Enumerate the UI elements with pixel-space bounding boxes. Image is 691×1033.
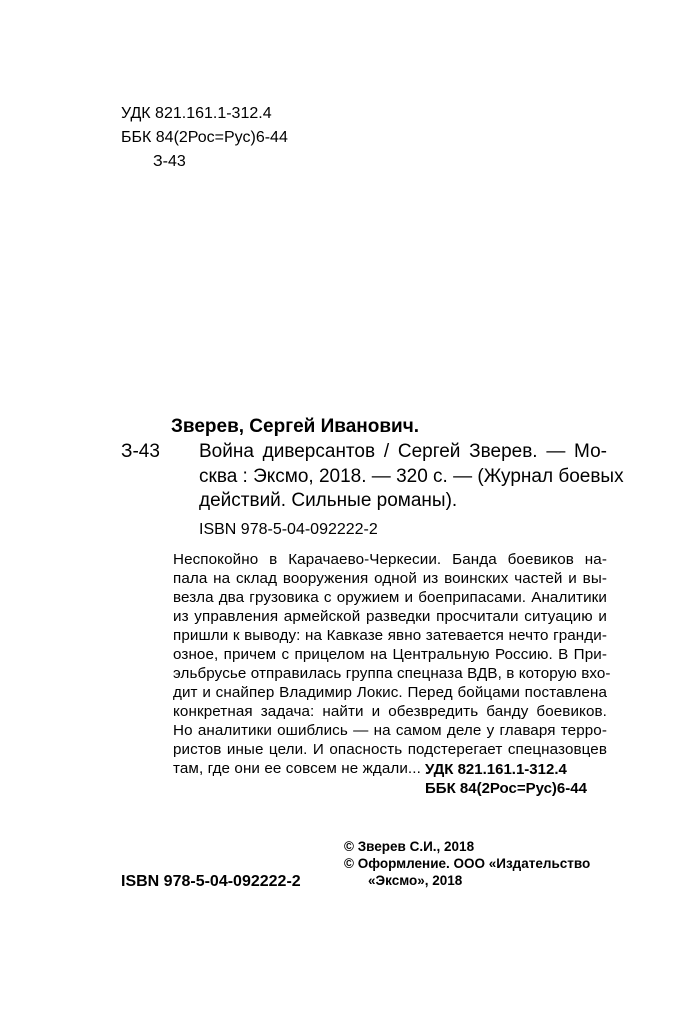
copyright-author: © Зверев С.И., 2018 xyxy=(344,839,475,854)
annotation-line: там, где они ее совсем не ждали... xyxy=(173,760,421,777)
annotation-line: ристов иные цели. И опасность подстерегает спецназовцев xyxy=(173,741,607,758)
annotation-line: из управления армейской разведки просчитали ситуацию и xyxy=(173,608,607,625)
annotation-line: эльбрусье отправилась группа спецназа ВДВ, в которую вхо- xyxy=(173,665,611,682)
annotation-line: Но аналитики ошиблись — на самом деле у главаря терро- xyxy=(173,722,607,739)
annotation-line: везла два грузовика с оружием и боеприпасами. Аналитики xyxy=(173,589,607,606)
annotation-line: озное, причем с прицелом на Центральную Россию. В При- xyxy=(173,646,607,663)
udk-code-bottom: УДК 821.161.1-312.4 xyxy=(425,761,567,778)
annotation-line: пала на склад вооружения одной из воинских частей и вы- xyxy=(173,570,607,587)
isbn-bottom: ISBN 978-5-04-092222-2 xyxy=(121,873,301,890)
description-line: Война диверсантов / Сергей Зверев. — Мо- xyxy=(199,441,607,462)
udk-code: УДК 821.161.1-312.4 xyxy=(121,105,272,122)
description-line: сква : Эксмо, 2018. — 320 с. — (Журнал боевых xyxy=(199,466,624,487)
annotation-line: конкретная задача: найти и обезвредить банду боевиков. xyxy=(173,703,607,720)
cutter-code: З-43 xyxy=(153,153,186,170)
annotation-line: Неспокойно в Карачаево-Черкесии. Банда боевиков на- xyxy=(173,551,607,568)
annotation-line: дит и снайпер Владимир Локис. Перед бойцами поставлена xyxy=(173,684,607,701)
classification-codes-top xyxy=(121,102,288,174)
copyright-design: © Оформление. ООО «Издательство xyxy=(344,856,591,871)
isbn: ISBN 978-5-04-092222-2 xyxy=(199,521,378,538)
record-cutter-code: З-43 xyxy=(121,441,160,462)
description-line: действий. Сильные романы). xyxy=(199,490,458,511)
bbk-code-bottom: ББК 84(2Рос=Рус)6-44 xyxy=(425,780,587,797)
copyright-publisher: «Эксмо», 2018 xyxy=(368,873,463,888)
bbk-code: ББК 84(2Рос=Рус)6-44 xyxy=(121,129,288,146)
author-heading: Зверев, Сергей Иванович. xyxy=(171,416,420,437)
annotation-line: пришли к выводу: на Кавказе явно затевается нечто гранди- xyxy=(173,627,607,644)
